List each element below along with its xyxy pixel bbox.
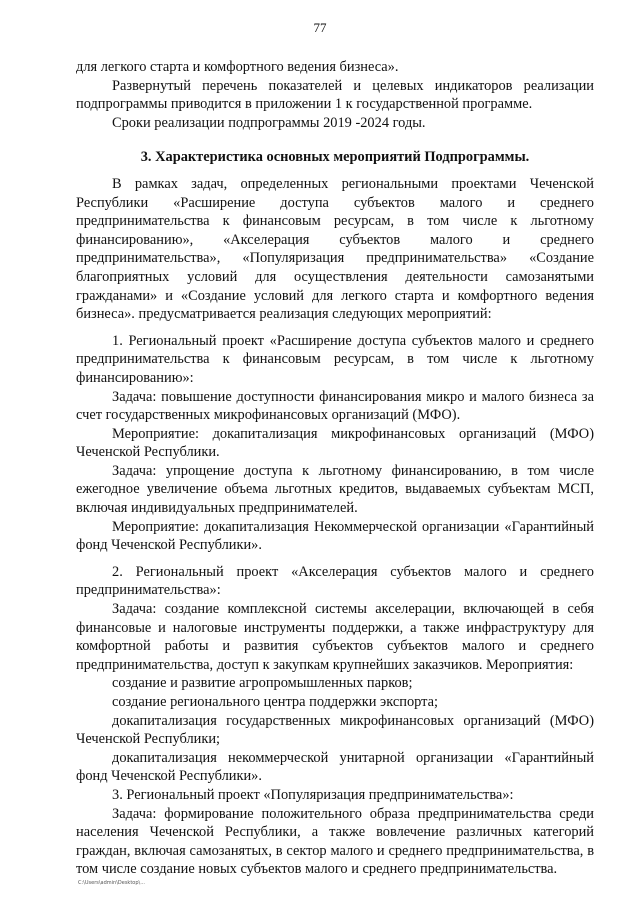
paragraph: Мероприятие: докапитализация Некоммерческой организации «Гарантийный фонд Чеченской Республики».: [76, 518, 594, 554]
paragraph: Задача: повышение доступности финансирования микро и малого бизнеса за счет государственных микрофинансовых организаций (МФО).: [76, 388, 594, 424]
page-number: 77: [313, 20, 327, 35]
paragraph: Задача: формирование положительного образа предпринимательства среди населения Чеченской Республики, а также вовлечение различных категорий граждан, включая самозанятых, в сектор малого и среднего предпринимательства, в том числе создание новых субъектов малого и среднего предпринимательства.: [76, 805, 594, 878]
paragraph: В рамках задач, определенных региональными проектами Чеченской Республики «Расширение доступа субъектов малого и среднего предпринимательства к финансовым ресурсам, в том числе к льготному финансированию», «Акселерация субъектов малого и среднего предпринимательства», «Популяризация предпринимательства» «Создание благоприятных условий для осуществления деятельности самозанятыми гражданами» и «Создание условий для легкого старта и комфортного ведения бизнеса». предусматривается реализация следующих мероприятий:: [76, 175, 594, 323]
paragraph: докапитализация некоммерческой унитарной организации «Гарантийный фонд Чеченской Республики».: [76, 749, 594, 785]
paragraph: создание и развитие агропромышленных парков;: [112, 675, 413, 692]
paragraph: 1. Региональный проект «Расширение доступа субъектов малого и среднего предпринимательства к финансовым ресурсам, в том числе к льготному финансированию»:: [76, 332, 594, 386]
paragraph: Развернутый перечень показателей и целевых индикаторов реализации подпрограммы приводится в приложении 1 к государственной программе.: [76, 77, 594, 113]
file-path-footer: С:\Users\admin\Desktop\...: [78, 880, 145, 886]
document-body: [76, 58, 594, 879]
paragraph: создание регионального центра поддержки экспорта;: [112, 694, 439, 710]
paragraph: Мероприятие: докапитализация микрофинансовых организаций (МФО) Чеченской Республики.: [76, 425, 594, 461]
paragraph: Задача: создание комплексной системы акселерации, включающей в себя финансовые и налоговые инструменты поддержки, а также инфраструктуру для комфортной работы и развития субъектов субъектов малого и среднего предпринимательства, доступ к закупкам крупнейших заказчиков. Мероприятия:: [76, 601, 594, 673]
paragraph: Задача: упрощение доступа к льготному финансированию, в том числе ежегодное увеличение объема льготных кредитов, выдаваемых субъектам МСП, включая индивидуальных предпринимателей.: [76, 462, 594, 517]
paragraph: 3. Региональный проект «Популяризация предпринимательства»:: [112, 786, 514, 803]
paragraph: докапитализация государственных микрофинансовых организаций (МФО) Чеченской Республики;: [76, 712, 594, 748]
section-heading: 3. Характеристика основных мероприятий Подпрограммы.: [140, 149, 530, 166]
paragraph: Сроки реализации подпрограммы 2019 -2024 годы.: [112, 114, 426, 131]
paragraph: 2. Региональный проект «Акселерация субъектов малого и среднего предпринимательства»:: [76, 563, 594, 599]
paragraph: для легкого старта и комфортного ведения бизнеса».: [76, 59, 399, 75]
